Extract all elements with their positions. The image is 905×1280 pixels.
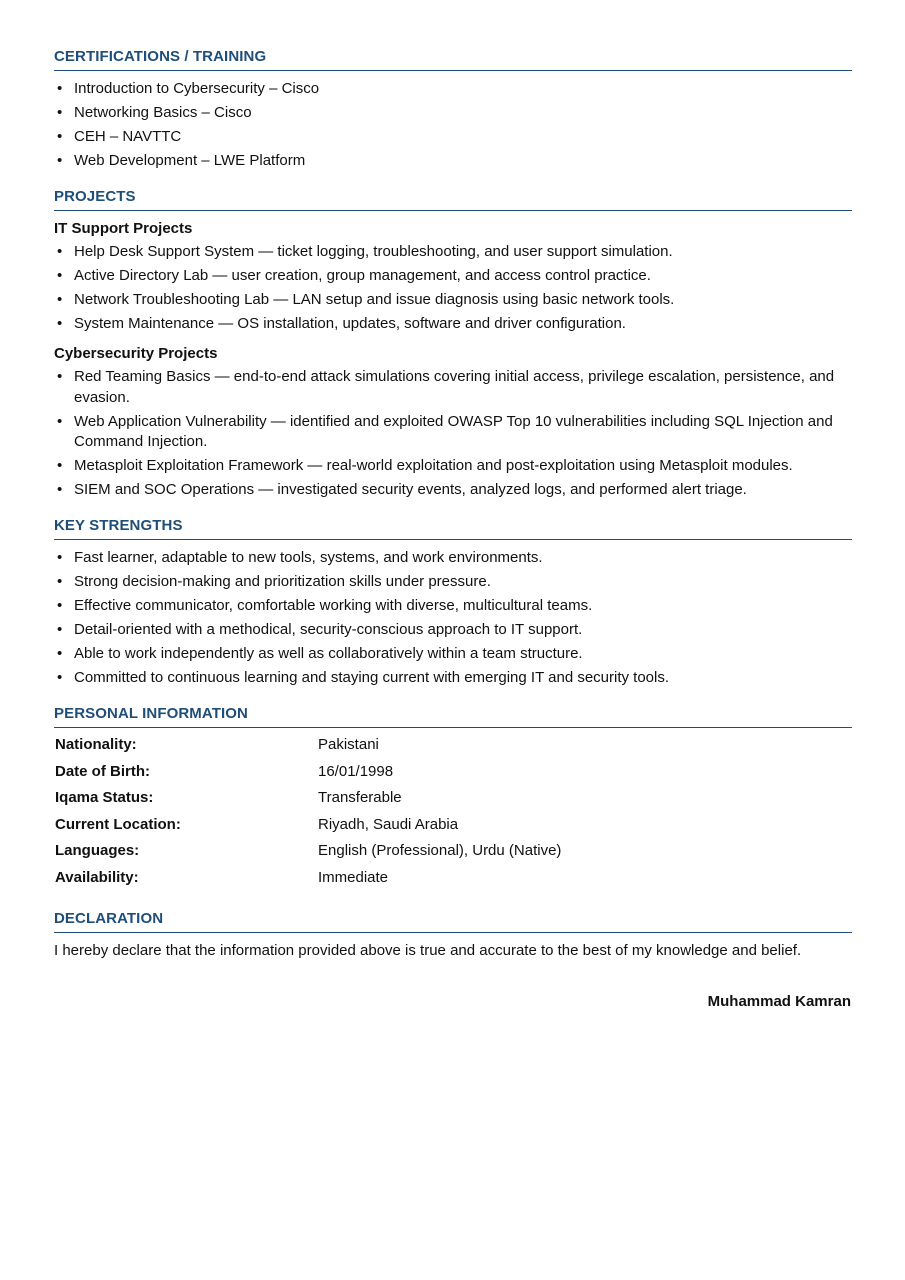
signature-name: Muhammad Kamran — [707, 993, 851, 1010]
info-value: English (Professional), Urdu (Native) — [318, 842, 562, 859]
list-item: • Able to work independently as well as collaboratively within a team structure. — [54, 644, 852, 665]
table-row — [54, 759, 852, 786]
info-value: Riyadh, Saudi Arabia — [318, 815, 459, 833]
list-item: • Web Development – LWE Platform — [54, 151, 852, 172]
personal-info-table — [54, 732, 852, 891]
info-label: Current Location: — [55, 815, 181, 833]
projects-heading: PROJECTS — [54, 187, 852, 211]
info-value: 16/01/1998 — [318, 762, 394, 780]
info-label: Availability: — [55, 868, 139, 886]
list-item: • Networking Basics – Cisco — [54, 103, 852, 124]
strengths-section — [54, 504, 852, 689]
strengths-list — [54, 548, 852, 689]
list-item: • Metasploit Exploitation Framework — real-world exploitation and post-exploitation using Metasploit modules. — [54, 456, 852, 477]
project-list — [54, 367, 852, 501]
info-value: Transferable — [318, 789, 402, 806]
table-row — [54, 865, 852, 892]
project-group-title: IT Support Projects — [54, 220, 193, 237]
info-label: Iqama Status: — [55, 789, 154, 806]
certifications-section — [54, 0, 852, 172]
list-item: • Fast learner, adaptable to new tools, systems, and work environments. — [54, 548, 852, 569]
list-item: • Active Directory Lab — user creation, group management, and access control practice. — [54, 266, 852, 287]
project-list — [54, 242, 852, 335]
list-item: • System Maintenance — OS installation, updates, software and driver configuration. — [54, 314, 852, 335]
table-row — [54, 732, 852, 759]
list-item: • Help Desk Support System — ticket logging, troubleshooting, and user support simulation. — [54, 242, 852, 263]
projects-section — [54, 175, 852, 501]
declaration-text: I hereby declare that the information provided above is true and accurate to the best of my knowledge and belief. — [54, 942, 802, 959]
certifications-list — [54, 79, 852, 172]
list-item: • Detail-oriented with a methodical, security-conscious approach to IT support. — [54, 620, 852, 641]
list-item: • Committed to continuous learning and staying current with emerging IT and security tools. — [54, 668, 852, 689]
list-item: • Web Application Vulnerability — identified and exploited OWASP Top 10 vulnerabilities including SQL Injection and Command Injection. — [54, 412, 852, 453]
list-item: • Strong decision-making and prioritization skills under pressure. — [54, 572, 852, 593]
table-row — [54, 785, 852, 812]
info-label: Nationality: — [55, 736, 137, 753]
declaration-heading: DECLARATION — [54, 909, 852, 933]
info-label: Date of Birth: — [55, 762, 150, 780]
table-row — [54, 838, 852, 865]
list-item: • Effective communicator, comfortable working with diverse, multicultural teams. — [54, 596, 852, 617]
table-row — [54, 812, 852, 839]
personal-info-heading: PERSONAL INFORMATION — [54, 704, 852, 728]
info-value: Immediate — [318, 868, 389, 886]
certifications-heading: CERTIFICATIONS / TRAINING — [54, 47, 852, 71]
list-item: • SIEM and SOC Operations — investigated security events, analyzed logs, and performed alert triage. — [54, 480, 852, 501]
personal-info-section — [54, 692, 852, 891]
list-item: • Red Teaming Basics — end-to-end attack simulations covering initial access, privilege escalation, persistence, and evasion. — [54, 367, 852, 408]
list-item: • CEH – NAVTTC — [54, 127, 852, 148]
list-item: • Introduction to Cybersecurity – Cisco — [54, 79, 852, 100]
declaration-section — [54, 891, 852, 1012]
project-group-title: Cybersecurity Projects — [54, 345, 218, 362]
strengths-heading: KEY STRENGTHS — [54, 516, 852, 540]
info-value: Pakistani — [318, 736, 379, 753]
list-item: • Network Troubleshooting Lab — LAN setup and issue diagnosis using basic network tools. — [54, 290, 852, 311]
info-label: Languages: — [55, 842, 140, 859]
